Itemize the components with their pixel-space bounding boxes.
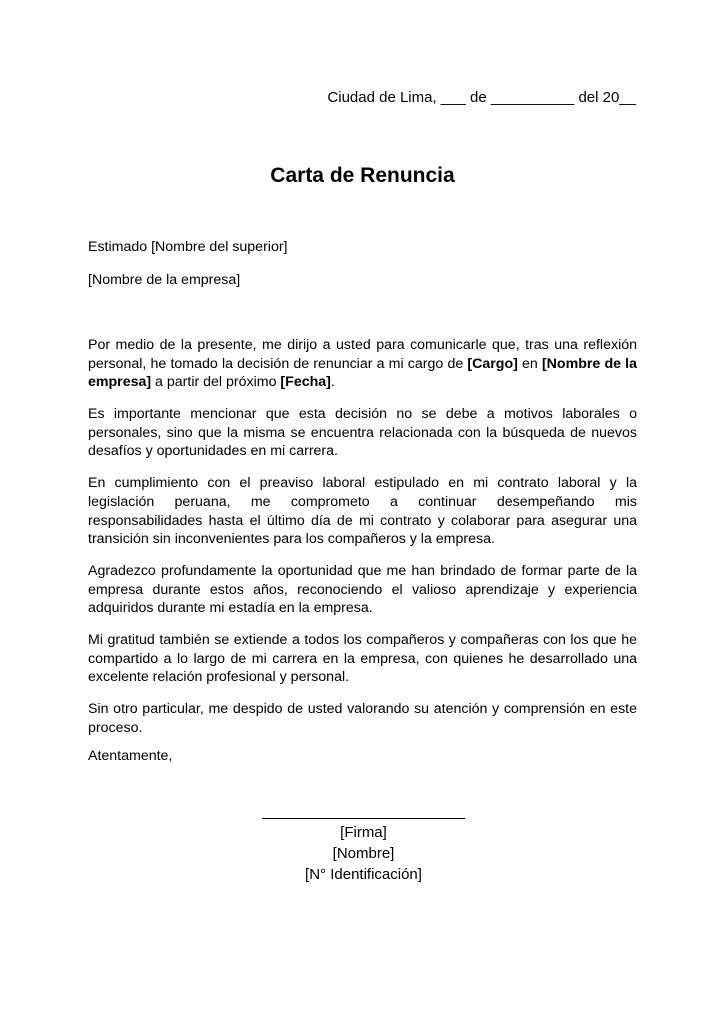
date-line: Ciudad de Lima, ___ de __________ del 20__	[327, 89, 636, 106]
signature-identificacion: [N° Identificación]	[305, 866, 422, 883]
salutation: Estimado [Nombre del superior]	[88, 239, 288, 255]
signature-block	[262, 822, 465, 885]
paragraph-despedida: Sin otro particular, me despido de usted valorando su atención y comprensión en este proceso.	[88, 701, 637, 737]
paragraph-intro-text-3: a partir del próximo	[151, 374, 281, 391]
paragraph-intro-text-4: .	[330, 374, 335, 391]
placeholder-empresa: [Nombre de la empresa]	[88, 355, 637, 391]
letter-body	[88, 336, 637, 751]
paragraph-intro-text-2: en	[517, 355, 542, 372]
paragraph-preaviso: En cumplimiento con el preaviso laboral estipulado en mi contrato laboral y la legislación peruana, me comprometo a continuar desempeñando mis responsabilidades hasta el último día de mi contrato y colaborar para asegurar una transición sin inconvenientes para los compañeros y la empresa.	[88, 475, 637, 548]
paragraph-gratitud: Mi gratitud también se extiende a todos los compañeros y compañeras con los que he compartido a lo largo de mi carrera en la empresa, con quienes he desarrollado una excelente relación profesional y personal.	[88, 632, 637, 686]
placeholder-cargo: [Cargo]	[467, 355, 518, 372]
signature-line	[262, 818, 465, 819]
paragraph-intro	[88, 336, 637, 392]
placeholder-fecha: [Fecha]	[280, 374, 331, 391]
paragraph-agradecimiento: Agradezco profundamente la oportunidad que me han brindado de formar parte de la empresa durante estos años, reconociendo el valioso aprendizaje y experiencia adquiridos durante mi estadía en la empresa.	[88, 563, 637, 617]
closing: Atentamente,	[88, 748, 173, 764]
signature-firma: [Firma]	[340, 824, 387, 841]
paragraph-intro-text-1: Por medio de la presente, me dirijo a usted para comunicarle que, tras una reflexión personal, he tomado la decisión de renunciar a mi cargo de	[88, 337, 637, 372]
page-title: Carta de Renuncia	[270, 164, 455, 187]
paragraph-motivo: Es importante mencionar que esta decisión no se debe a motivos laborales o personales, sino que la misma se encuentra relacionada con la búsqueda de nuevos desafíos y oportunidades en mi carrera.	[88, 406, 637, 460]
recipient-company: [Nombre de la empresa]	[88, 272, 241, 288]
signature-nombre: [Nombre]	[332, 845, 395, 862]
